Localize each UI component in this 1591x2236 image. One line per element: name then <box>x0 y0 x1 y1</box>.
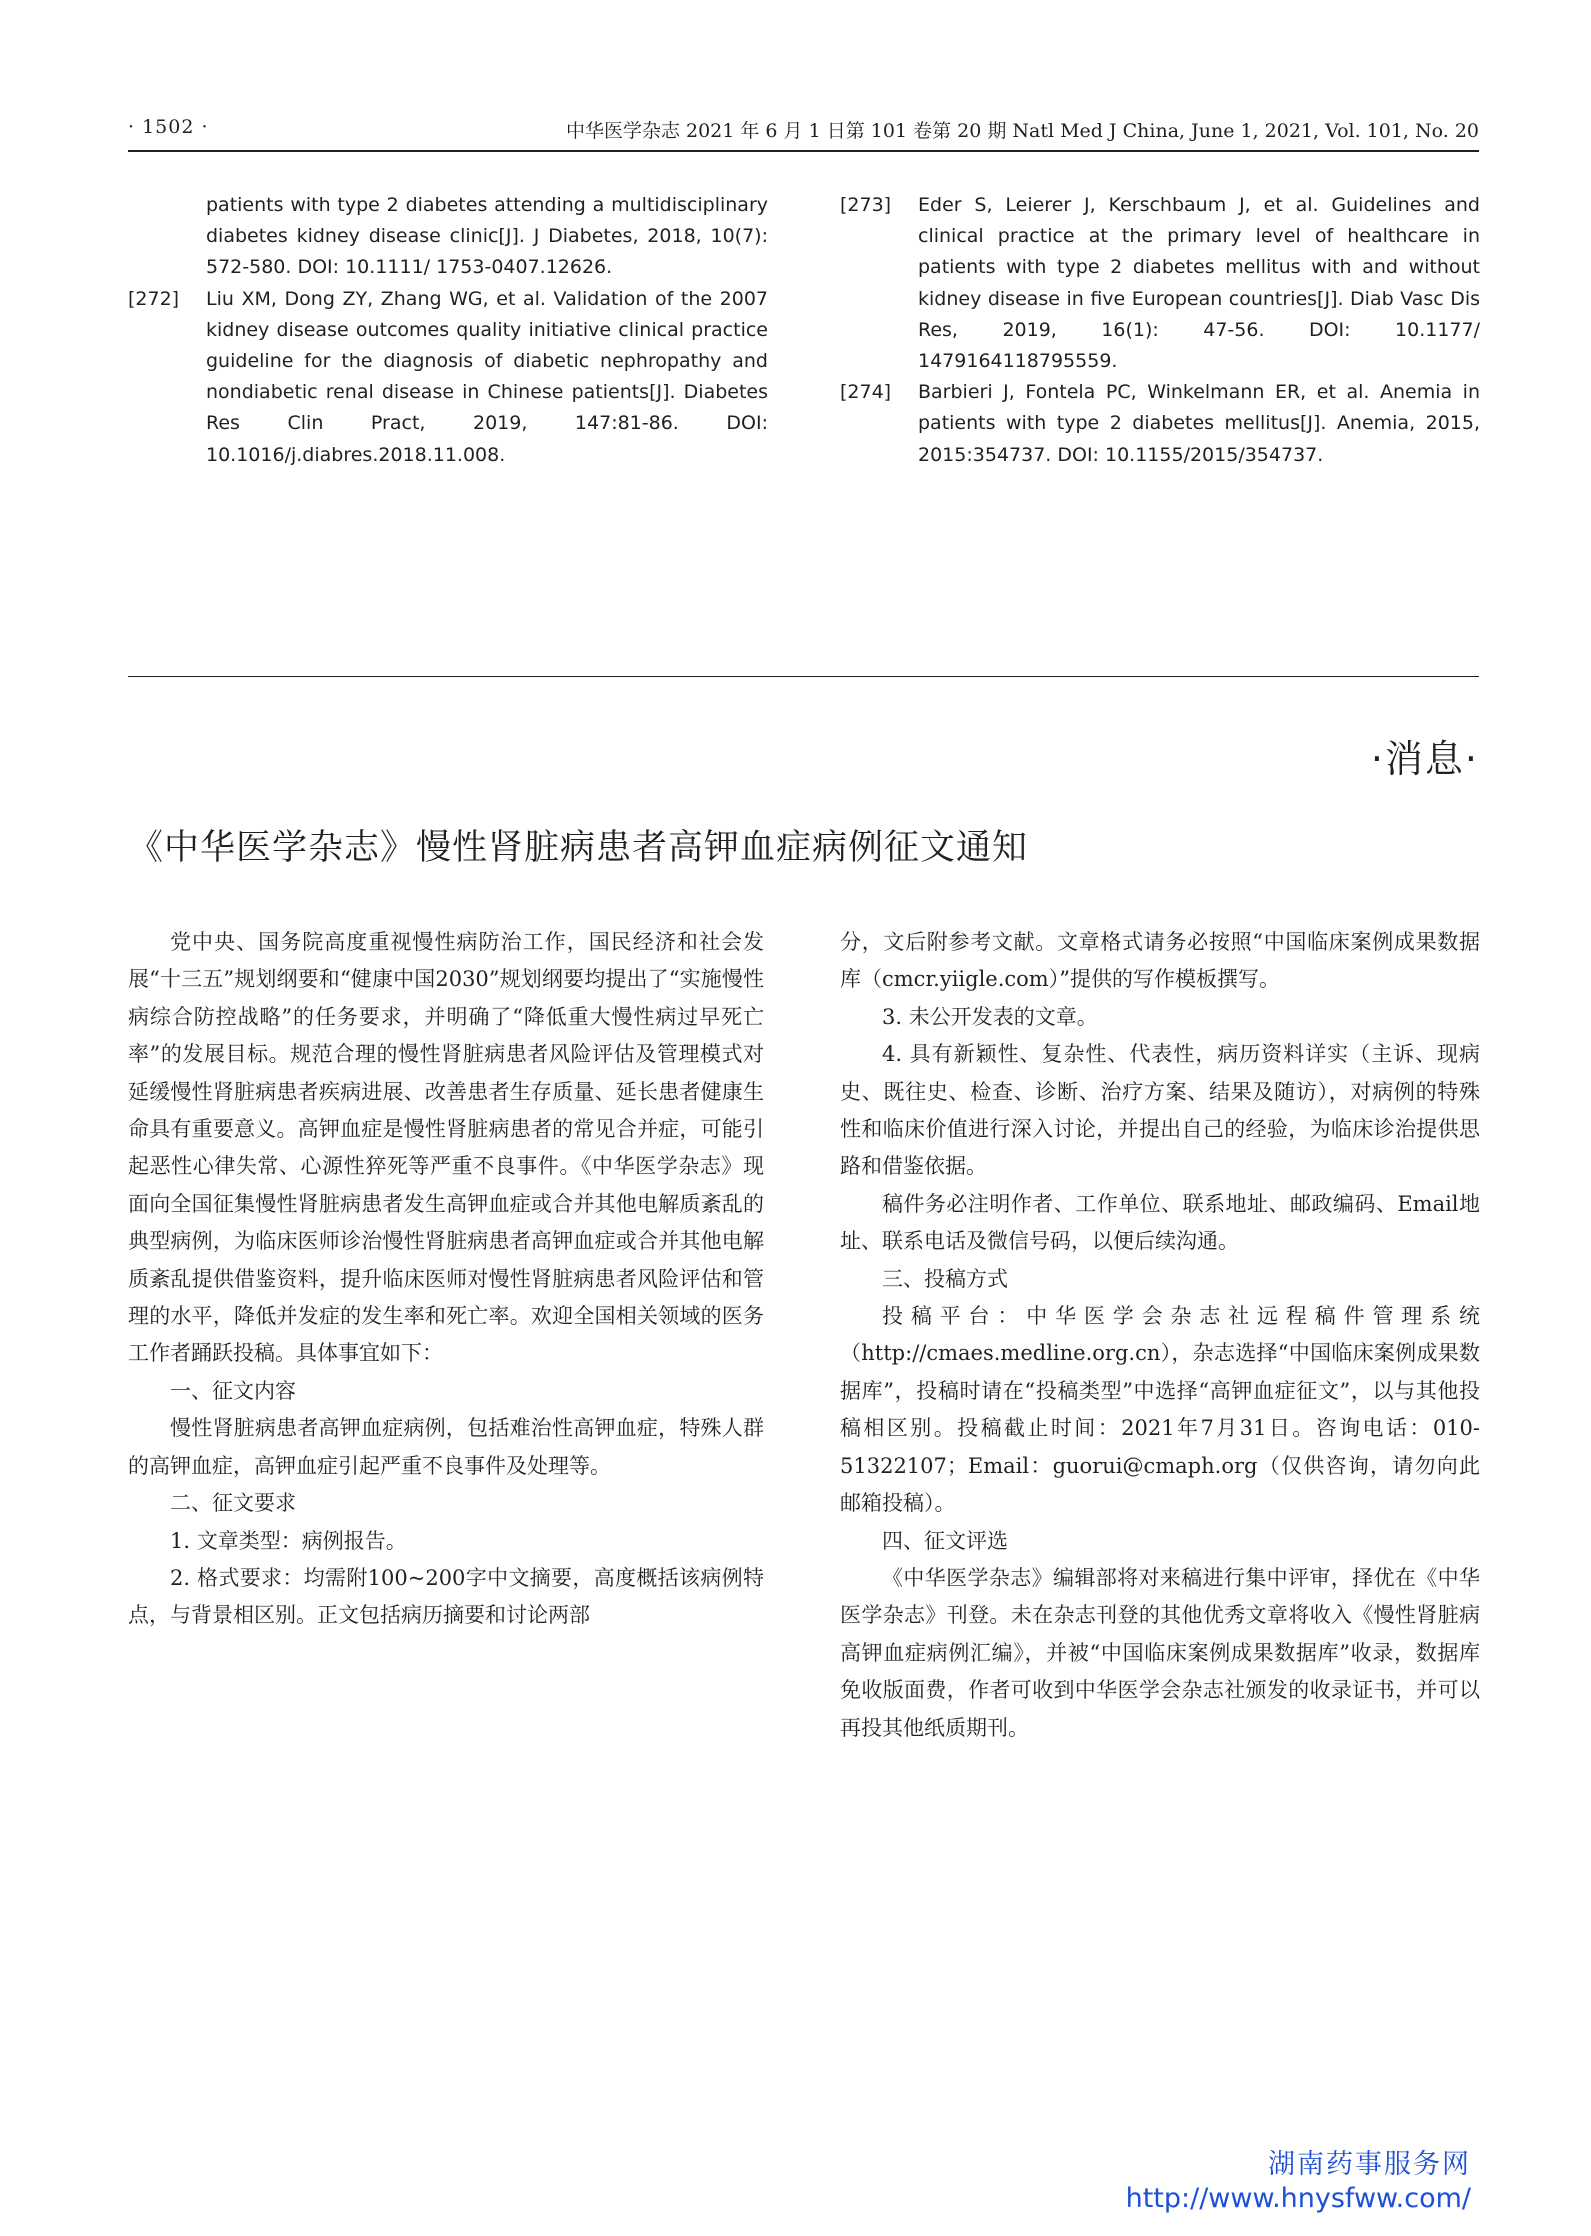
paragraph: 1. 文章类型：病例报告。 <box>170 1528 407 1553</box>
site-watermark <box>1126 2148 1471 2216</box>
section-divider <box>128 676 1479 677</box>
section-heading: 一、征文内容 <box>170 1378 296 1403</box>
paragraph-continuation: 分，文后附参考文献。文章格式请务必按照“中国临床案例成果数据库（cmcr.yiigle.com）”提供的写作模板撰写。 <box>840 930 1480 992</box>
section-heading: 四、征文评选 <box>882 1528 1008 1553</box>
reference-entry <box>840 377 1480 471</box>
paragraph: 3. 未公开发表的文章。 <box>882 1004 1098 1029</box>
notice-body-right-column <box>840 924 1480 1747</box>
reference-text: Liu XM, Dong ZY, Zhang WG, et al. Validation of the 2007 kidney disease outcomes quality initiative clinical practice guideline for the diagnosis of diabetic nephropathy and nondiabetic renal disease in Chinese patients[J]. Diabetes Res Clin Pract, 2019, 147:81-86. DOI: 10.1016/j.diabres.2018.11.008. <box>206 287 768 466</box>
section-heading: 三、投稿方式 <box>882 1266 1008 1291</box>
reference-text: patients with type 2 diabetes attending a multidisciplinary diabetes kidney disease clinic[J]. J Diabetes, 2018, 10(7): 572-580. DOI: 10.1111/ 1753-0407.12626. <box>206 194 768 279</box>
header-rule <box>128 150 1479 152</box>
watermark-url[interactable]: http://www.hnysfww.com/ <box>1125 2183 1471 2214</box>
page-number: · 1502 · <box>128 116 209 138</box>
notice-title: 《中华医学杂志》慢性肾脏病患者高钾血症病例征文通知 <box>128 828 1029 868</box>
reference-entry <box>840 190 1480 377</box>
journal-running-header: 中华医学杂志 2021 年 6 月 1 日第 101 卷第 20 期 Natl Med J China, June 1, 2021, Vol. 101, No. 20 <box>565 120 1479 142</box>
paragraph: 2. 格式要求：均需附100~200字中文摘要，高度概括该病例特点，与背景相区别。正文包括病历摘要和讨论两部 <box>128 1565 764 1628</box>
reference-text: Eder S, Leierer J, Kerschbaum J, et al. Guidelines and clinical practice at the primary level of healthcare in patients with type 2 diabetes mellitus with and without kidney disease in five European countries[J]. Diab Vasc Dis Res, 2019, 16(1): 47-56. DOI: 10.1177/ 1479164118795559. <box>918 194 1480 373</box>
section-heading: 二、征文要求 <box>170 1491 296 1516</box>
reference-entry <box>128 284 768 471</box>
reference-text: Barbieri J, Fontela PC, Winkelmann ER, et al. Anemia in patients with type 2 diabetes mellitus[J]. Anemia, 2015, 2015:354737. DOI: 10.1155/2015/354737. <box>918 381 1480 466</box>
paragraph: 《中华医学杂志》编辑部将对来稿进行集中评审，择优在《中华医学杂志》刊登。未在杂志刊登的其他优秀文章将收入《慢性肾脏病高钾血症病例汇编》，并被“中国临床案例成果数据库”收录，数据库免收版面费，作者可收到中华医学会杂志社颁发的收录证书，并可以再投其他纸质期刊。 <box>840 1565 1480 1740</box>
paragraph: 慢性肾脏病患者高钾血症病例，包括难治性高钾血症，特殊人群的高钾血症，高钾血症引起严重不良事件及处理等。 <box>128 1416 764 1478</box>
references-right-column <box>840 190 1480 471</box>
notice-body-left-column <box>128 924 764 1635</box>
paragraph: 投稿平台：中华医学会杂志社远程稿件管理系统（http://cmaes.medline.org.cn），杂志选择“中国临床案例成果数据库”，投稿时请在“投稿类型”中选择“高钾血症征文”，以与其他投稿相区别。投稿截止时间：2021年7月31日。咨询电话：010-51322107；Email：guorui@cmaph.org（仅供咨询，请勿向此邮箱投稿）。 <box>840 1304 1480 1516</box>
paragraph: 稿件务必注明作者、工作单位、联系地址、邮政编码、Email地址、联系电话及微信号码，以便后续沟通。 <box>840 1191 1480 1254</box>
reference-number: [272] <box>128 287 180 310</box>
reference-entry <box>128 190 768 284</box>
watermark-site-name: 湖南药事服务网 <box>1268 2149 1471 2180</box>
intro-paragraph: 党中央、国务院高度重视慢性病防治工作，国民经济和社会发展“十三五”规划纲要和“健康中国2030”规划纲要均提出了“实施慢性病综合防控战略”的任务要求，并明确了“降低重大慢性病过早死亡率”的发展目标。规范合理的慢性肾脏病患者风险评估及管理模式对延缓慢性肾脏病患者疾病进展、改善患者生存质量、延长患者健康生命具有重要意义。高钾血症是慢性肾脏病患者的常见合并症，可能引起恶性心律失常、心源性猝死等严重不良事件。《中华医学杂志》现面向全国征集慢性肾脏病患者发生高钾血症或合并其他电解质紊乱的典型病例，为临床医师诊治慢性肾脏病患者高钾血症或合并其他电解质紊乱提供借鉴资料，提升临床医师对慢性肾脏病患者风险评估和管理的水平，降低并发症的发生率和死亡率。欢迎全国相关领域的医务工作者踊跃投稿。具体事宜如下： <box>128 930 764 1366</box>
paragraph: 4. 具有新颖性、复杂性、代表性，病历资料详实（主诉、现病史、既往史、检查、诊断、治疗方案、结果及随访），对病例的特殊性和临床价值进行深入讨论，并提出自己的经验，为临床诊治提供思路和借鉴依据。 <box>840 1042 1480 1179</box>
reference-number: [273] <box>840 194 892 216</box>
section-tag: ·消息· <box>1370 737 1479 781</box>
references-left-column <box>128 190 768 471</box>
reference-number: [274] <box>840 381 892 404</box>
